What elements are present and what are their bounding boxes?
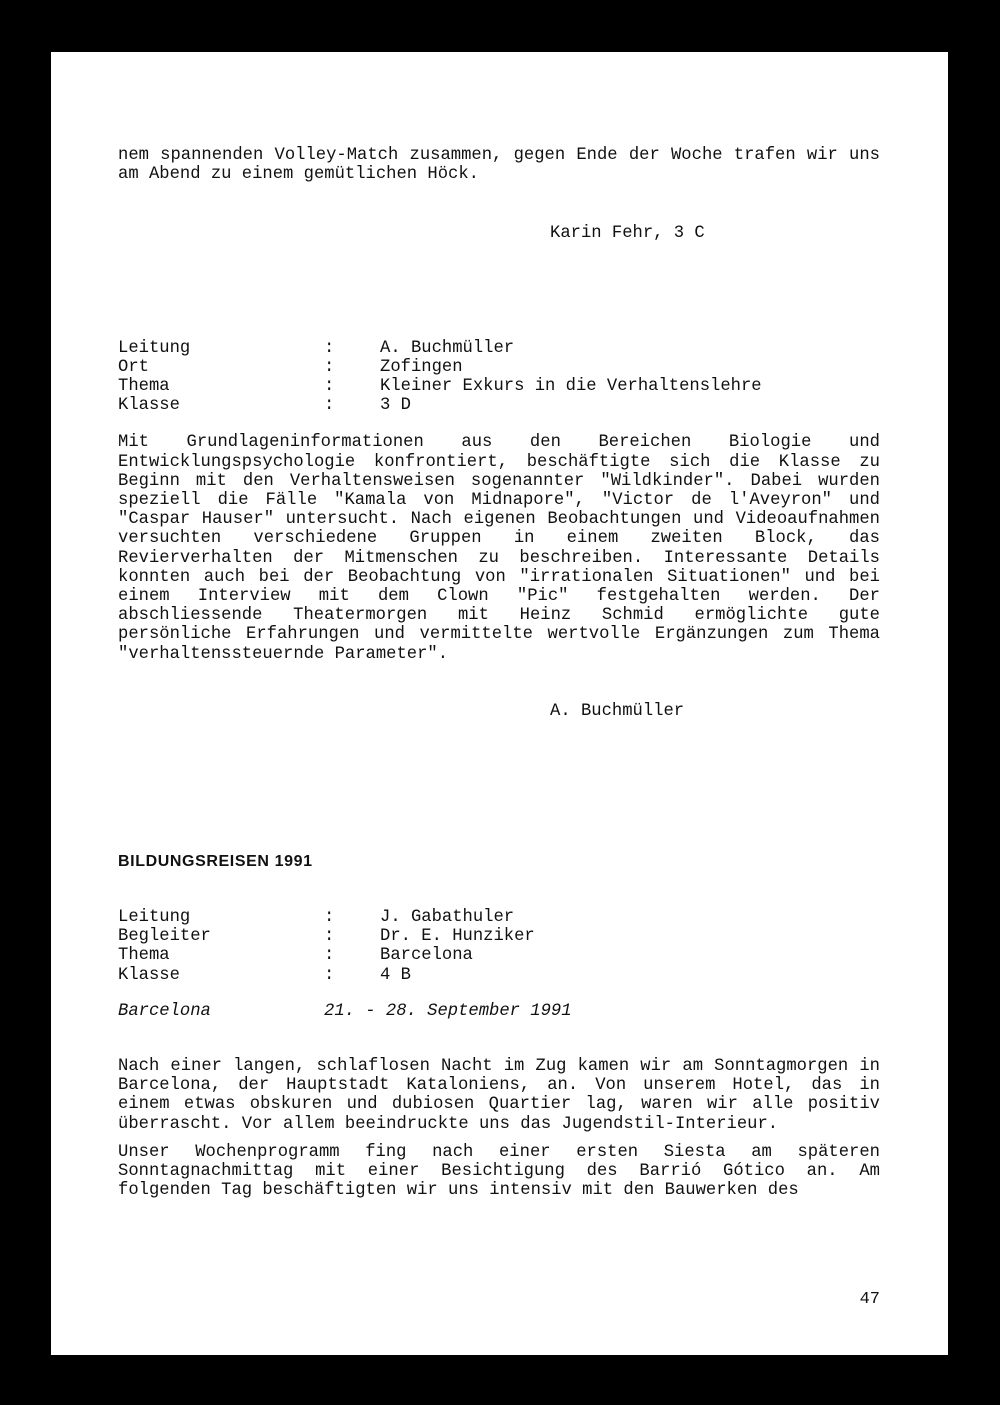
intro-paragraph: nem spannenden Volley-Match zusammen, gegen Ende der Woche trafen wir uns am Abend zu einem gemütlichen Höck. [118, 146, 880, 185]
info-separator: : [324, 338, 335, 358]
trip-date: 21. - 28. September 1991 [324, 1001, 572, 1021]
info-separator: : [324, 908, 335, 928]
info-separator: : [324, 965, 335, 985]
info-separator: : [324, 396, 335, 416]
info-label: Begleiter [118, 927, 211, 947]
info-label: Ort [118, 357, 149, 377]
course-2-body-1: Nach einer langen, schlaflosen Nacht im Zug kamen wir am Sonntagmorgen in Barcelona, der Hauptstadt Kataloniens, an. Von unserem Hotel, das in einem etwas obskuren und dubiosen Quartier lag, waren wir alle positiv überrascht. Vor allem beeindruckte uns das Jugendstil-Interieur. [118, 1057, 880, 1134]
info-value: Barcelona [380, 946, 473, 966]
page-content [118, 144, 880, 1201]
info-value: Kleiner Exkurs in die Verhaltenslehre [380, 377, 762, 397]
course-2-body-2: Unser Wochenprogramm fing nach einer ersten Siesta am späteren Sonntagnachmittag mit einer Besichtigung des Barrió Gótico an. Am folgenden Tag beschäftigten wir uns intensiv mit den Bauwerken des [118, 1142, 880, 1201]
document-page [51, 52, 948, 1355]
course-info-table-2 [118, 908, 880, 985]
info-separator: : [324, 377, 335, 397]
info-separator: : [324, 946, 335, 966]
info-value: Zofingen [380, 357, 463, 377]
signature-buchmueller: A. Buchmüller [550, 701, 685, 721]
trip-meta [118, 1002, 880, 1021]
info-value: A. Buchmüller [380, 338, 515, 358]
info-separator: : [324, 927, 335, 947]
course-info-table-1 [118, 339, 880, 416]
page-number: 47 [859, 1290, 880, 1309]
info-label: Klasse [118, 965, 180, 985]
section-title: BILDUNGSREISEN 1991 [118, 853, 313, 871]
info-value: Dr. E. Hunziker [380, 927, 535, 947]
info-label: Leitung [118, 338, 191, 358]
info-label: Thema [118, 377, 170, 397]
info-label: Thema [118, 946, 170, 966]
info-label: Leitung [118, 908, 191, 928]
course-1-body: Mit Grundlageninformationen aus den Bereichen Biologie und Entwicklungspsychologie konfrontiert, beschäftigte sich die Klasse zu Beginn mit den Verhaltensweisen sogenannter "Wildkinder". Dabei wurden speziell die Fälle "Kamala von Midnapore", "Victor de l'Aveyron" und "Caspar Hauser" untersucht. Nach eigenen Beobachtungen und Videoaufnahmen versuchten verschiedene Gruppen in einem zweiten Block, das Revierverhalten der Mitmenschen zu beschreiben. Interessante Details konnten auch bei der Beobachtung von "irrationalen Situationen" und bei einem Interview mit dem Clown "Pic" festgehalten werden. Der abschliessende Theatermorgen mit Heinz Schmid ermöglichte gute persönliche Erfahrungen und vermittelte wertvolle Ergänzungen zum Thema "verhaltenssteuernde Parameter". [118, 433, 880, 664]
info-value: 3 D [380, 396, 411, 416]
info-value: J. Gabathuler [380, 908, 515, 928]
info-separator: : [324, 357, 335, 377]
info-label: Klasse [118, 396, 180, 416]
signature-karin-fehr: Karin Fehr, 3 C [550, 224, 705, 244]
info-value: 4 B [380, 965, 411, 985]
trip-place: Barcelona [118, 1001, 211, 1021]
